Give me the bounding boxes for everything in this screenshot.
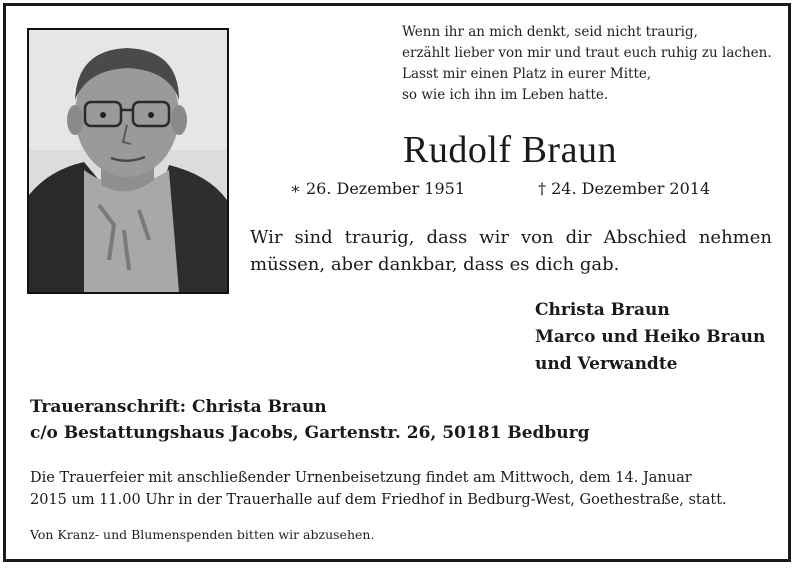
portrait-photo <box>27 28 229 294</box>
ceremony-line: Die Trauerfeier mit anschließender Urnenbeisetzung findet am Mittwoch, dem 14. Januar <box>30 470 692 486</box>
ceremony-line: 2015 um 11.00 Uhr in der Trauerhalle auf dem Friedhof in Bedburg-West, Goethestraße, statt. <box>30 492 727 508</box>
poem-line: so wie ich ihn im Leben hatte. <box>402 87 609 103</box>
address-line: c/o Bestattungshaus Jacobs, Gartenstr. 26, 50181 Bedburg <box>30 423 590 443</box>
birth-date: ∗ 26. Dezember 1951 <box>290 179 466 198</box>
flowers-note: Von Kranz- und Blumenspenden bitten wir abzusehen. <box>30 527 375 542</box>
poem-line: Wenn ihr an mich denkt, seid nicht traurig, <box>402 24 698 40</box>
poem <box>402 22 782 106</box>
ceremony-info <box>30 467 772 511</box>
family-line: Christa Braun <box>535 300 670 320</box>
family-signatures <box>535 297 765 378</box>
portrait-illustration <box>29 30 227 292</box>
mourning-address <box>30 394 589 446</box>
poem-line: erzählt lieber von mir und traut euch ruhig zu lachen. <box>402 45 772 61</box>
poem-line: Lasst mir einen Platz in eurer Mitte, <box>402 66 652 82</box>
family-line: Marco und Heiko Braun <box>535 327 766 347</box>
farewell-message: Wir sind traurig, dass wir von dir Abschied nehmen müssen, aber dankbar, dass es dich gab. <box>250 227 772 275</box>
death-date: † 24. Dezember 2014 <box>538 179 711 198</box>
address-line: Traueranschrift: Christa Braun <box>30 397 327 417</box>
family-line: und Verwandte <box>535 354 678 374</box>
deceased-name: Rudolf Braun <box>403 129 617 171</box>
